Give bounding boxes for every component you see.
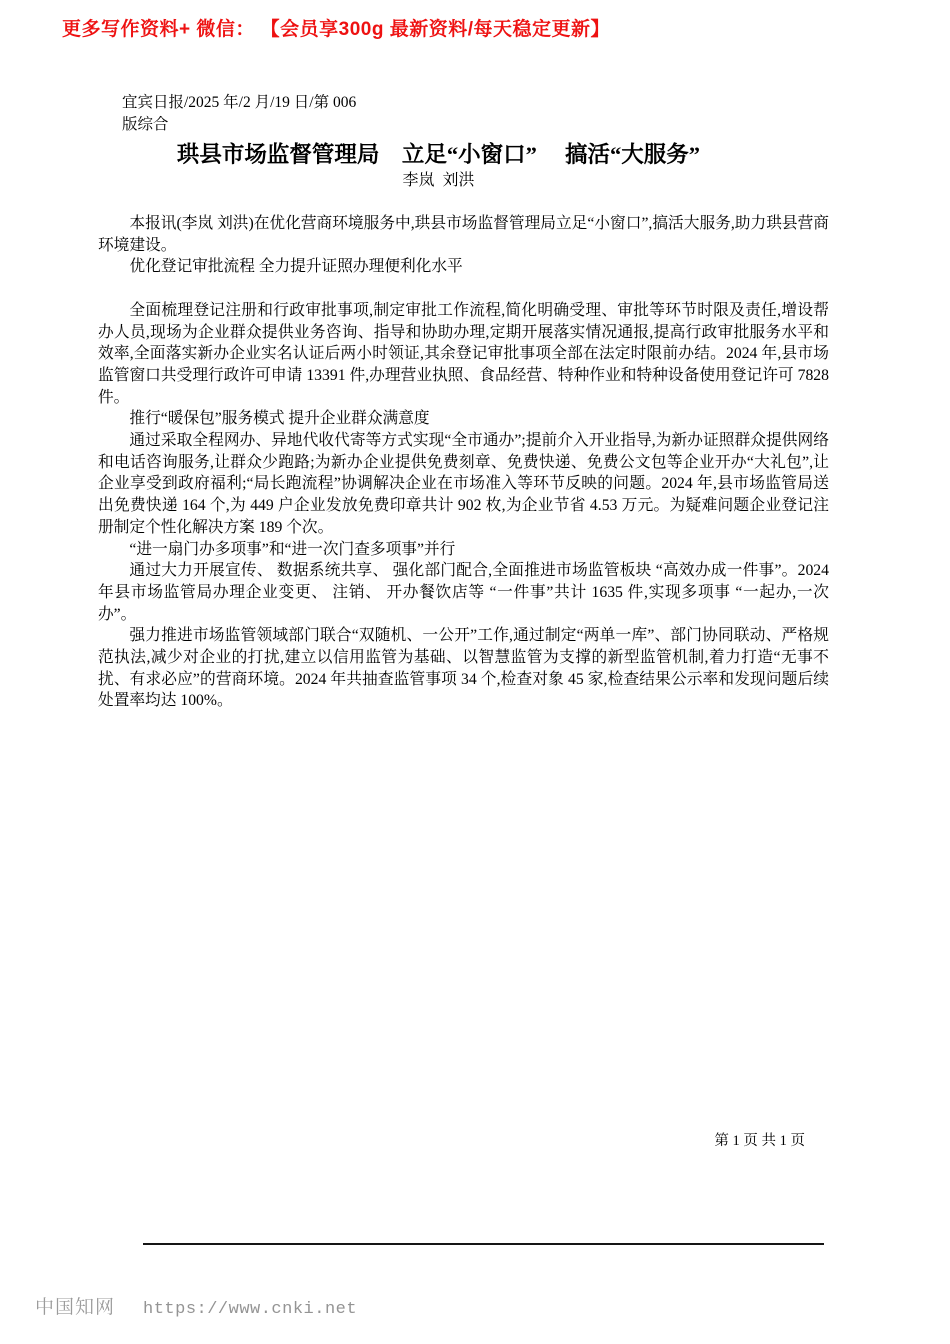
section-subhead: 优化登记审批流程 全力提升证照办理便利化水平 — [129, 258, 463, 276]
article-body — [98, 92, 829, 712]
cnki-logo-text: 中国知网 — [35, 1297, 116, 1318]
article-paragraph: 本报讯(李岚 刘洪)在优化营商环境服务中,珙县市场监督管理局立足“小窗口”,搞活大服务,助力珙县营商环境建设。 — [98, 215, 829, 254]
article-authors: 李岚 刘洪 — [402, 172, 475, 189]
source-line-2: 版综合 — [122, 116, 169, 133]
page-indicator: 第 1 页 共 1 页 — [714, 1133, 805, 1149]
article-paragraph: 全面梳理登记注册和行政审批事项,制定审批工作流程,简化明确受理、审批等环节时限及责任,增设帮办人员,现场为企业群众提供业务咨询、指导和协助办理,定期开展落实情况通报,提高行政审批服务水平和效率,全面落实新办企业实名认证后两小时领证,其余登记审批事项全部在法定时限前办结。2024 年,县市场监管窗口共受理行政许可申请 13391 件,办理营业执照、食品经营、特种作业和特种设备使用登记许可 7828 件。 — [98, 301, 829, 406]
article-paragraph: 强力推进市场监管领域部门联合“双随机、一公开”工作,通过制定“两单一库”、部门协同联动、严格规范执法,减少对企业的打扰,建立以信用监管为基础、以智慧监管为支撑的新型监管机制,着力打造“无事不扰、有求必应”的营商环境。2024 年共抽查监管事项 34 个,检查对象 45 家,检查结果公示率和发现问题后续处置率均达 100%。 — [98, 627, 829, 710]
article-paragraph: 通过采取全程网办、异地代收代寄等方式实现“全市通办”;提前介入开业指导,为新办证照群众提供网络和电话咨询服务,让群众少跑路;为新办企业提供免费刻章、免费快递、免费公文包等企业开办“大礼包”,让企业享受到政府福利;“局长跑流程”协调解决企业在市场准入等环节反映的问题。2024 年,县市场监管局送出免费快递 164 个,为 449 户企业发放免费印章共计 902 枚,为企业节省 4.53 万元。为疑难问题企业登记注册制定个性化解决方案 189 个次。 — [98, 432, 829, 536]
article-paragraph: 通过大力开展宣传、 数据系统共享、 强化部门配合,全面推进市场监管板块 “高效办成一件事”。2024 年县市场监管局办理企业变更、 注销、 开办餐饮店等 “一件事”共计 1635 件,实现多项事 “一起办,一次办”。 — [98, 562, 829, 623]
source-header — [122, 92, 829, 136]
promo-banner: 更多写作资料+ 微信： 【会员享300g 最新资料/每天稳定更新】 — [62, 19, 611, 40]
footer-divider — [143, 1243, 824, 1245]
section-subhead: 推行“暖保包”服务模式 提升企业群众满意度 — [129, 410, 430, 428]
section-subhead: “进一扇门办多项事”和“进一次门查多项事”并行 — [129, 540, 456, 558]
cnki-watermark — [35, 1292, 357, 1319]
cnki-url: https://www.cnki.net — [143, 1300, 358, 1319]
article-title: 珙县市场监督管理局 立足“小窗口” 搞活“大服务” — [176, 142, 701, 167]
source-line-1: 宜宾日报/2025 年/2 月/19 日/第 006 — [122, 94, 357, 111]
